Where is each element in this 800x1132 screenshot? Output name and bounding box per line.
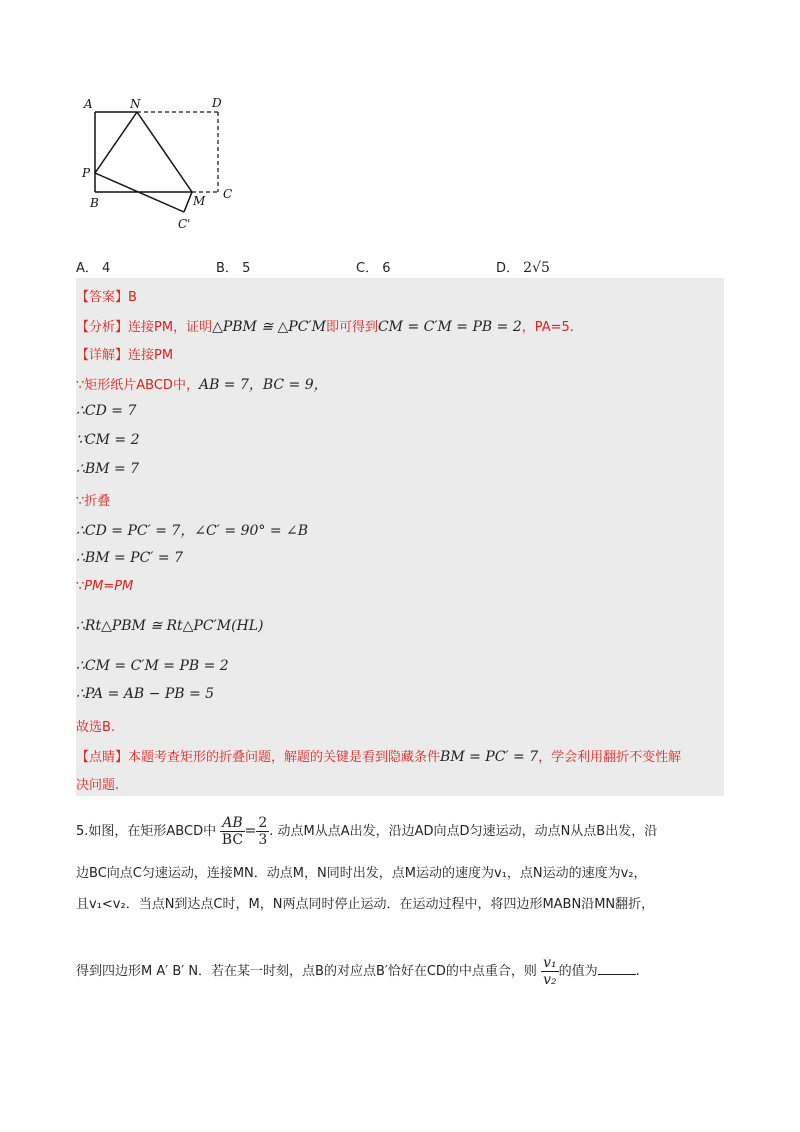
detail-step-1: ∵矩形纸片ABCD中，AB = 7，BC = 9， bbox=[76, 377, 328, 393]
edge-NM bbox=[137, 112, 192, 192]
detail-step-4: ∴BM = 7 bbox=[76, 461, 140, 477]
label-C-prime: C' bbox=[178, 217, 191, 231]
label-D: D bbox=[212, 96, 222, 110]
choice-d: D． 2√5 bbox=[496, 260, 550, 276]
label-M: M bbox=[193, 194, 206, 208]
detail-step-11: ∴PA = AB − PB = 5 bbox=[76, 686, 215, 702]
choice-a: A． 4 bbox=[76, 261, 111, 276]
detail-step-9: ∴Rt△PBM ≅ Rt△PC′M(HL) bbox=[76, 618, 264, 634]
detail-step-12: 故选B. bbox=[76, 720, 116, 735]
v-ratio-fraction: $\frac{\text{v₁}}{\text{v₂}}$ bbox=[543, 955, 557, 988]
edge-NP bbox=[95, 112, 137, 173]
comment-line-2: 决问题. bbox=[76, 778, 120, 793]
solution-panel bbox=[76, 278, 724, 796]
question-5-line-1: 5.如图，在矩形ABCD中 $\frac{AB}{BC}$ = $\frac{2}{3}$ . 动点M从点A出发，沿边AD向点D匀速运动，动点N从点B出发，沿 bbox=[76, 815, 658, 848]
answer-choices bbox=[76, 257, 676, 277]
ratio-fraction: $\frac{AB}{BC}$ bbox=[221, 815, 244, 848]
question-5-line-2: 边BC向点C匀速运动，连接MN．动点M，N同时出发，点M运动的速度为v₁，点N运动的速度为v₂， bbox=[76, 866, 647, 881]
geometry-figure bbox=[80, 95, 250, 235]
detail-step-7: ∴BM = PC′ = 7 bbox=[76, 550, 184, 566]
detail-step-5: ∵折叠 bbox=[76, 494, 111, 509]
choice-c: C． 6 bbox=[356, 261, 391, 276]
label-A: A bbox=[84, 97, 93, 111]
comment-line: 【点睛】本题考查矩形的折叠问题，解题的关键是看到隐藏条件BM = PC′ = 7，学会利用翻折不变性解 bbox=[76, 749, 682, 765]
label-P: P bbox=[82, 166, 91, 180]
choice-b: B． 5 bbox=[216, 261, 251, 276]
label-N: N bbox=[130, 97, 141, 111]
detail-step-10: ∴CM = C′M = PB = 2 bbox=[76, 658, 229, 674]
detail-step-6: ∴CD = PC′ = 7，∠C′ = 90° = ∠B bbox=[76, 523, 309, 539]
edge-CpM bbox=[184, 192, 192, 212]
question-5-line-3: 且v₁<v₂．当点N到达点C时，M，N两点同时停止运动．在运动过程中，将四边形MABN沿MN翻折， bbox=[76, 897, 655, 912]
answer-line: 【答案】B bbox=[76, 290, 137, 305]
label-B: B bbox=[90, 196, 99, 210]
detail-step-3: ∵CM = 2 bbox=[76, 432, 140, 448]
label-C: C bbox=[223, 187, 233, 201]
two-thirds-fraction: $\frac{2}{3}$ bbox=[258, 815, 268, 848]
question-5-line-4: 得到四边形M A′ B′ N．若在某一时刻，点B的对应点B′恰好在CD的中点重合，则 $\frac{\text{v₁}}{\text{v₂}}$ 的值为 . bbox=[76, 955, 640, 988]
analysis-line: 【分析】连接PM，证明△PBM ≅ △PC′M即可得到CM = C′M = PB = 2，PA=5. bbox=[76, 319, 574, 335]
detail-step-8: ∵PM=PM bbox=[76, 579, 134, 594]
detail-step-2: ∴CD = 7 bbox=[76, 403, 137, 419]
answer-blank[interactable] bbox=[598, 962, 636, 975]
detail-line: 【详解】连接PM bbox=[76, 348, 174, 363]
